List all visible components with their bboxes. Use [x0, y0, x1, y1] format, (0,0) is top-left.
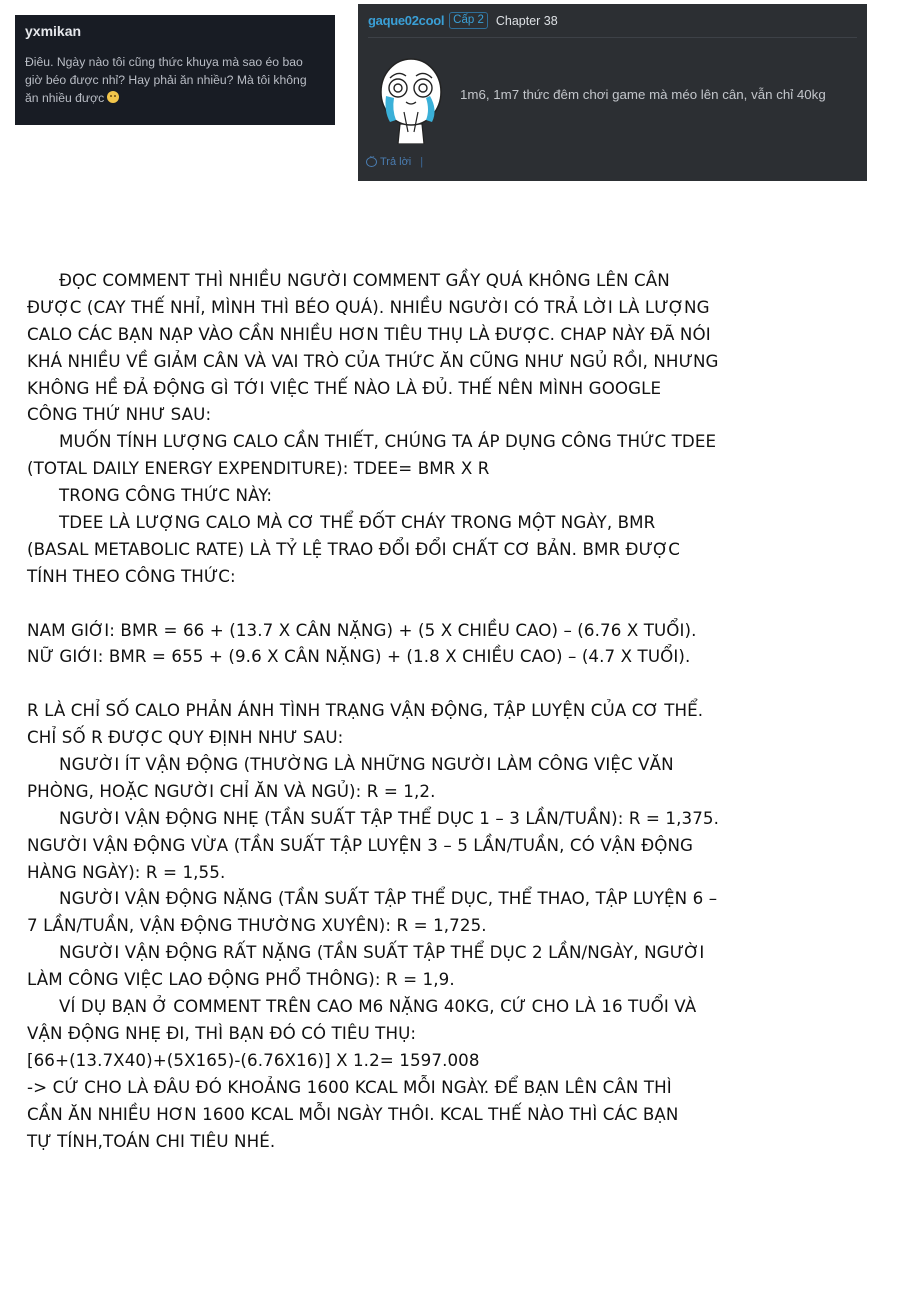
note-line: ĐỌC COMMENT THÌ NHIỀU NGƯỜI COMMENT GẦY QUÁ KHÔNG LÊN CÂN	[59, 271, 670, 291]
activity-level-sedentary: NGƯỜI ÍT VẬN ĐỘNG (THƯỜNG LÀ NHỮNG NGƯỜI LÀM CÔNG VIỆC VĂN	[59, 755, 674, 776]
note-line: TRONG CÔNG THỨC NÀY:	[59, 486, 273, 507]
note-line: CÔNG THỨ NHƯ SAU:	[27, 405, 212, 426]
note-line: -> CỨ CHO LÀ ĐÂU ĐÓ KHOẢNG 1600 KCAL MỖI NGÀY. ĐỂ BẠN LÊN CÂN THÌ	[27, 1077, 672, 1098]
comment-body	[25, 53, 325, 107]
comment-body-text: ăn nhiều được	[25, 91, 105, 105]
note-line: CALO CÁC BẠN NẠP VÀO CẦN NHIỀU HƠN TIÊU THỤ LÀ ĐƯỢC. CHAP NÀY ĐÃ NÓI	[27, 324, 711, 345]
note-line: TỰ TÍNH,TOÁN CHI TIÊU NHÉ.	[27, 1131, 276, 1152]
activity-level-light: NGƯỜI VẬN ĐỘNG NHẸ (TẦN SUẤT TẬP THỂ DỤC 1 – 3 LẦN/TUẦN): R = 1,375.	[59, 808, 720, 829]
translator-note	[27, 268, 861, 1155]
level-badge: Cấp 2	[449, 12, 488, 29]
crying-face-sticker-icon	[378, 54, 444, 144]
note-line: MUỐN TÍNH LƯỢNG CALO CẦN THIẾT, CHÚNG TA ÁP DỤNG CÔNG THỨC TDEE	[59, 432, 717, 453]
comment-body-line: Điêu. Ngày nào tôi cũng thức khuya mà sao éo bao	[25, 55, 303, 69]
note-line: TDEE LÀ LƯỢNG CALO MÀ CƠ THỂ ĐỐT CHÁY TRONG MỘT NGÀY, BMR	[59, 513, 656, 534]
comment-body-line: giờ béo được nhỉ? Hay phải ăn nhiều? Mà tôi không	[25, 73, 307, 87]
comment-card-yxmikan	[15, 15, 335, 125]
example-calculation: [66+(13.7X40)+(5X165)-(6.76X16)] X 1.2= 1597.008	[27, 1050, 480, 1071]
note-line: ĐƯỢC (CAY THẾ NHỈ, MÌNH THÌ BÉO QUÁ). NHIỀU NGƯỜI CÓ TRẢ LỜI LÀ LƯỢNG	[27, 297, 710, 318]
note-line: R LÀ CHỈ SỐ CALO PHẢN ÁNH TÌNH TRẠNG VẬN ĐỘNG, TẬP LUYỆN CỦA CƠ THỂ.	[27, 701, 704, 722]
note-line: VẬN ĐỘNG NHẸ ĐI, THÌ BẠN ĐÓ CÓ TIÊU THỤ:	[27, 1023, 417, 1044]
bmr-formula-male: NAM GIỚI: BMR = 66 + (13.7 X CÂN NẶNG) + (5 X CHIỀU CAO) – (6.76 X TUỔI).	[27, 620, 697, 641]
note-line: (BASAL METABOLIC RATE) LÀ TỶ LỆ TRAO ĐỔI ĐỔI CHẤT CƠ BẢN. BMR ĐƯỢC	[27, 539, 681, 560]
reply-button[interactable]	[366, 156, 423, 168]
comment-card-gaque02cool	[358, 4, 867, 181]
reply-label: Trả lời	[380, 156, 412, 168]
note-blank-line	[27, 671, 861, 698]
comment-username[interactable]: yxmikan	[25, 23, 82, 39]
bmr-formula-female: NỮ GIỚI: BMR = 655 + (9.6 X CÂN NẶNG) + (1.8 X CHIỀU CAO) – (4.7 X TUỔI).	[27, 647, 691, 668]
sad-face-emoji-icon	[107, 91, 119, 103]
chat-bubble-icon	[366, 157, 377, 167]
note-line: (TOTAL DAILY ENERGY EXPENDITURE): TDEE= BMR X R	[27, 459, 490, 480]
comment-username[interactable]: gaque02cool	[368, 13, 445, 28]
comment-header	[368, 4, 857, 38]
note-line: KHÔNG HỀ ĐẢ ĐỘNG GÌ TỚI VIỆC THẾ NÀO LÀ ĐỦ. THẾ NÊN MÌNH GOOGLE	[27, 378, 662, 399]
activity-level-very-heavy: NGƯỜI VẬN ĐỘNG RẤT NẶNG (TẦN SUẤT TẬP THỂ DỤC 2 LẦN/NGÀY, NGƯỜI	[59, 943, 705, 964]
note-line: HÀNG NGÀY): R = 1,55.	[27, 862, 226, 883]
example-line: VÍ DỤ BẠN Ở COMMENT TRÊN CAO M6 NẶNG 40KG, CỨ CHO LÀ 16 TUỔI VÀ	[59, 997, 697, 1018]
comment-body-line	[25, 89, 325, 107]
note-line: CHỈ SỐ R ĐƯỢC QUY ĐỊNH NHƯ SAU:	[27, 728, 344, 749]
note-line: KHÁ NHIỀU VỀ GIẢM CÂN VÀ VAI TRÒ CỦA THỨC ĂN CŨNG NHƯ NGỦ RỒI, NHƯNG	[27, 351, 719, 372]
note-line: 7 LẦN/TUẦN, VẬN ĐỘNG THƯỜNG XUYÊN): R = 1,725.	[27, 916, 487, 937]
note-line: TÍNH THEO CÔNG THỨC:	[27, 566, 236, 587]
comment-body: 1m6, 1m7 thức đêm chơi game mà méo lên cân, vẫn chỉ 40kg	[460, 87, 826, 102]
note-line: LÀM CÔNG VIỆC LAO ĐỘNG PHỔ THÔNG): R = 1,9.	[27, 970, 455, 991]
activity-level-moderate: NGƯỜI VẬN ĐỘNG VỪA (TẦN SUẤT TẬP LUYỆN 3 – 5 LẦN/TUẦN, CÓ VẬN ĐỘNG	[27, 835, 694, 856]
note-blank-line	[27, 591, 861, 618]
activity-level-heavy: NGƯỜI VẬN ĐỘNG NẶNG (TẦN SUẤT TẬP THỂ DỤC, THỂ THAO, TẬP LUYỆN 6 –	[59, 889, 718, 910]
note-line: PHÒNG, HOẶC NGƯỜI CHỈ ĂN VÀ NGỦ): R = 1,2.	[27, 781, 436, 802]
chapter-link[interactable]: Chapter 38	[495, 13, 558, 28]
separator: |	[420, 156, 424, 168]
note-line: CẦN ĂN NHIỀU HƠN 1600 KCAL MỖI NGÀY THÔI. KCAL THẾ NÀO THÌ CÁC BẠN	[27, 1104, 679, 1125]
